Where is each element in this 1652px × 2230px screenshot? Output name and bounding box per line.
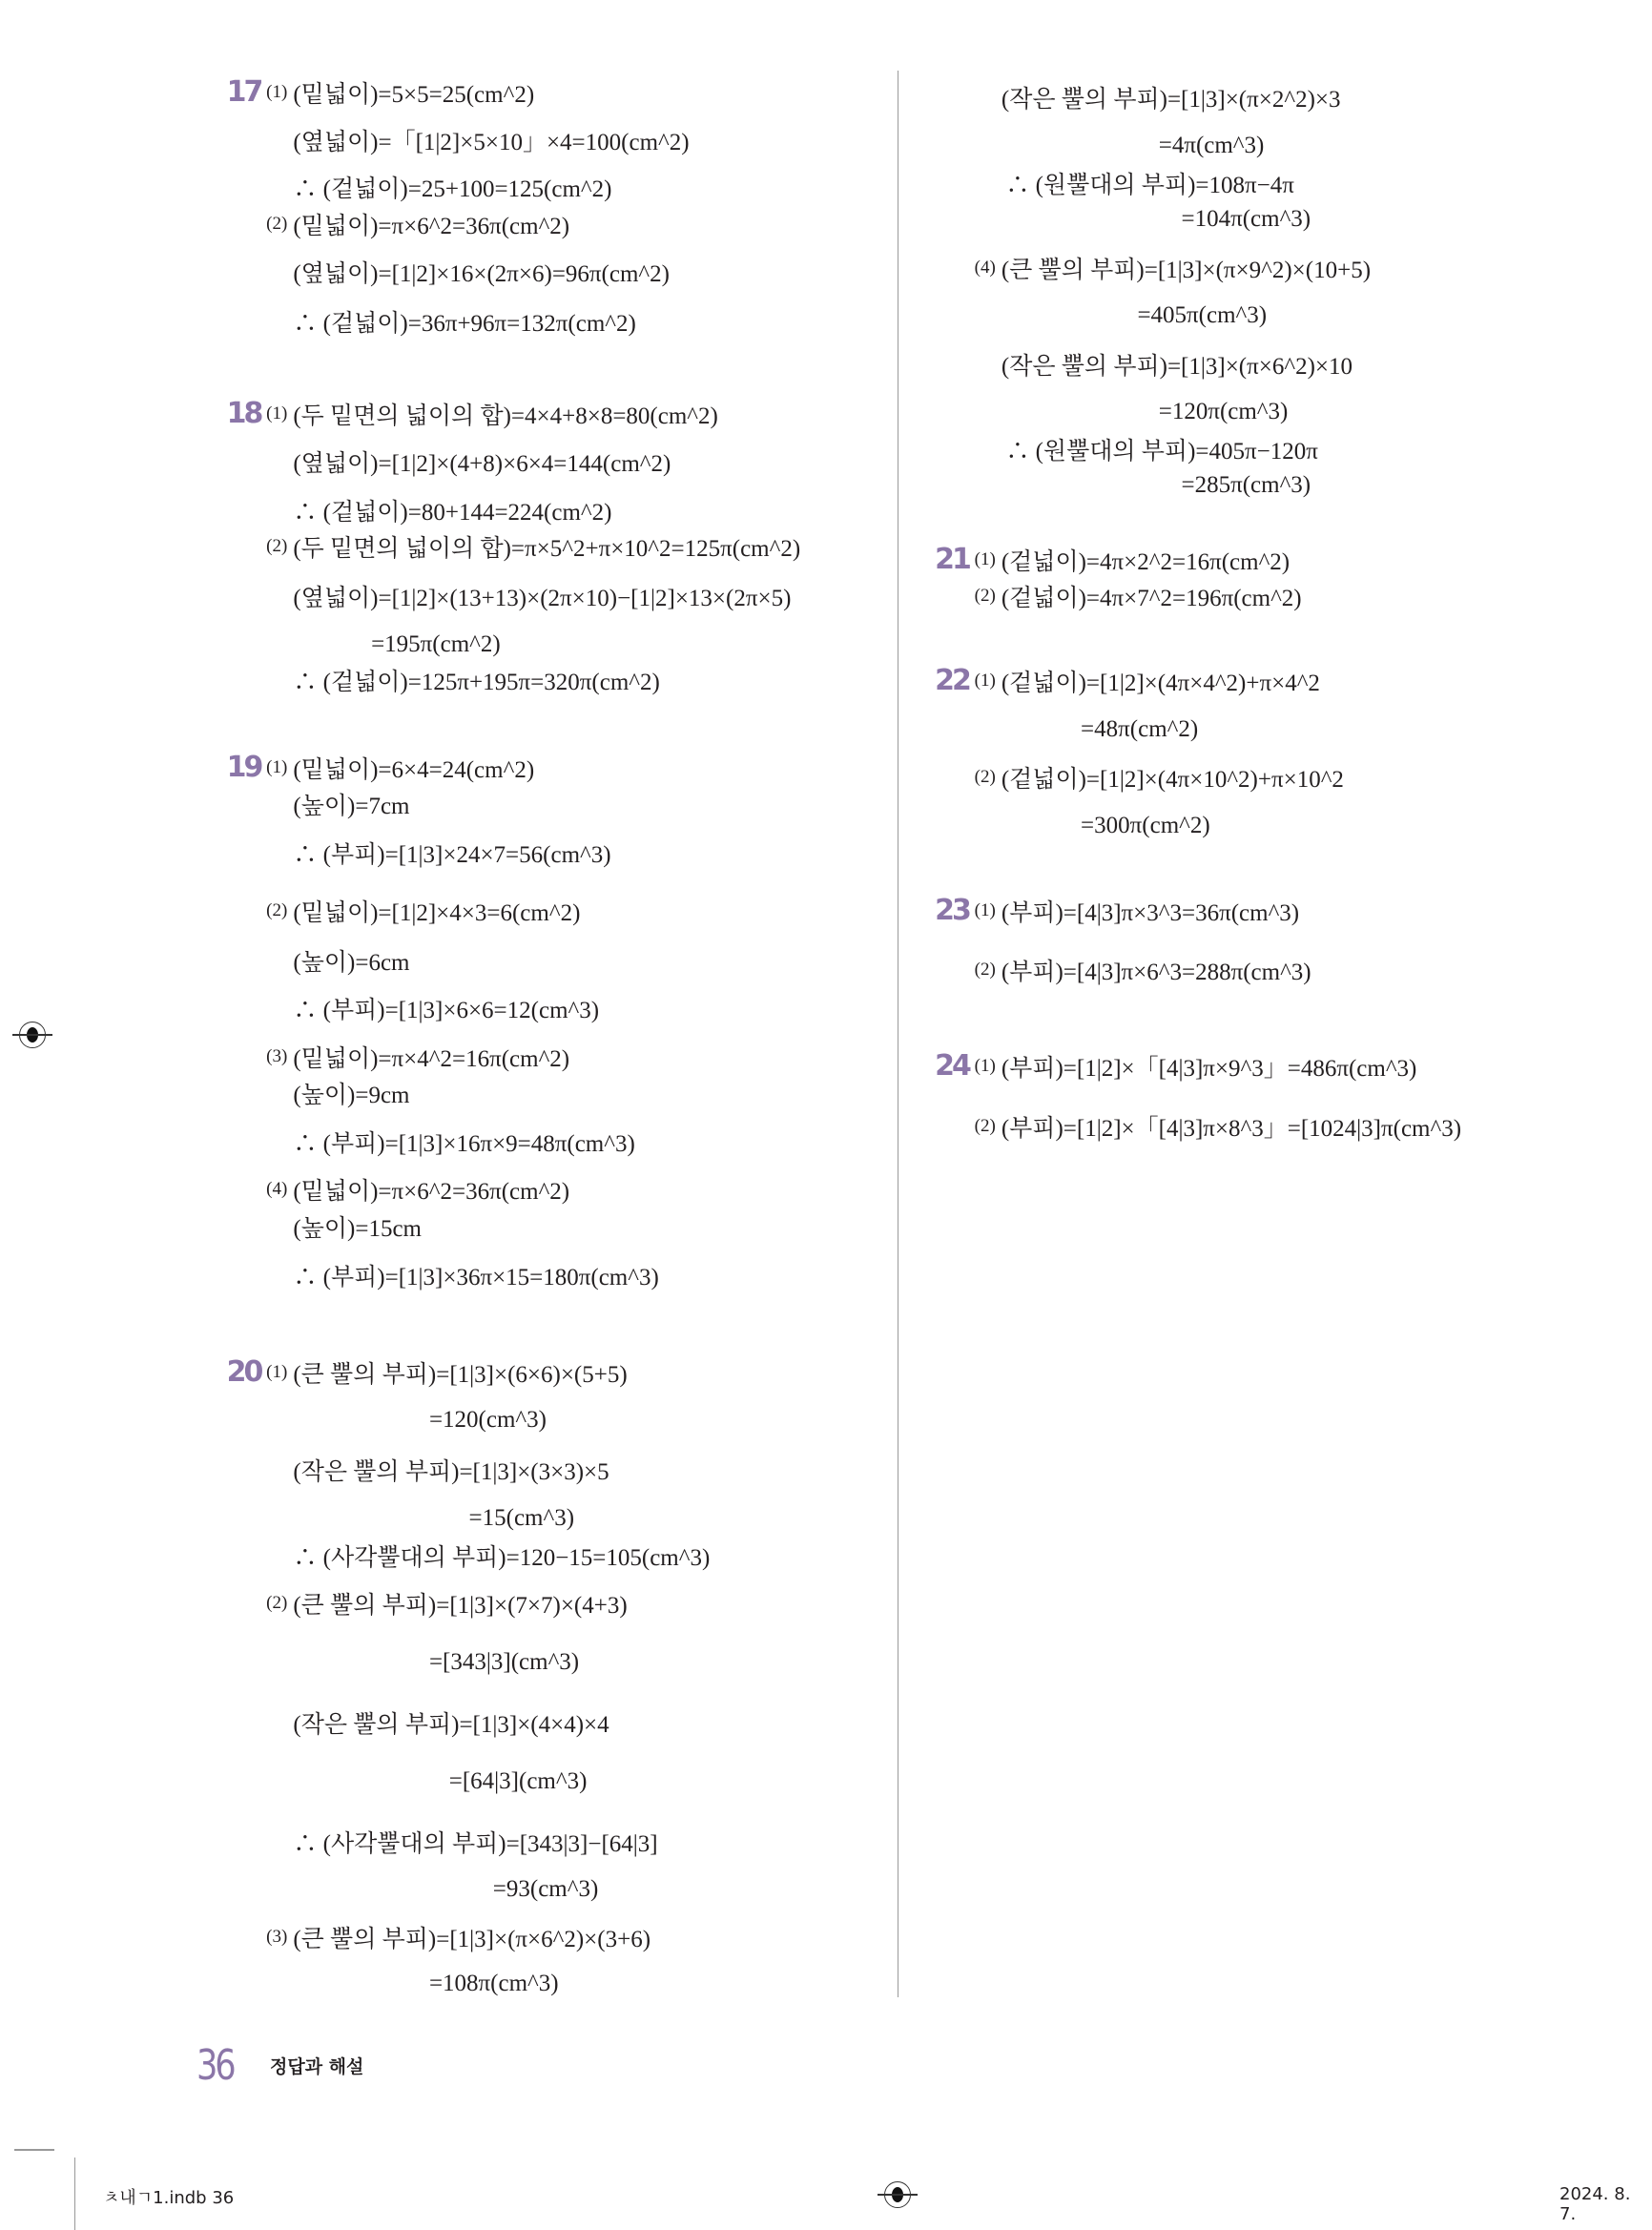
solution-line bbox=[266, 205, 569, 243]
problem-number: 24 bbox=[935, 1049, 969, 1084]
solution-line bbox=[266, 1584, 628, 1622]
equation: (부피)=[4|3]π×6^3=288π(cm^3) bbox=[1001, 960, 1311, 986]
equation: (부피)=[4|3]π×3^3=36π(cm^3) bbox=[1001, 899, 1300, 926]
subproblem-label: (2) bbox=[974, 1115, 996, 1136]
subproblem-label: (1) bbox=[266, 756, 288, 777]
solution-line bbox=[975, 758, 1344, 796]
equation: (옆넓이)=[1|2]×(4+8)×6×4=144(cm^2) bbox=[293, 451, 671, 478]
solution-line bbox=[493, 1870, 599, 1909]
subproblem-label: (1) bbox=[266, 81, 288, 102]
solution-line bbox=[266, 1170, 569, 1208]
solution-line bbox=[266, 395, 718, 433]
equation: ∴ (겉넓이)=80+144=224(cm^2) bbox=[293, 499, 612, 526]
solution-line bbox=[293, 1074, 409, 1112]
equation: (부피)=[1|2]×「[4|3]π×9^3」=486π(cm^3) bbox=[1001, 1056, 1417, 1083]
equation: (작은 뿔의 부피)=[1|3]×(4×4)×4 bbox=[293, 1711, 609, 1738]
solution-line bbox=[293, 1823, 657, 1861]
equation: (큰 뿔의 부피)=[1|3]×(6×6)×(5+5) bbox=[293, 1361, 628, 1388]
registration-mark-icon bbox=[884, 2181, 911, 2208]
solution-line bbox=[293, 834, 610, 872]
subproblem-label: (2) bbox=[266, 536, 288, 557]
equation: (두 밑면의 넓이의 합)=π×5^2+π×10^2=125π(cm^2) bbox=[293, 536, 801, 563]
equation: (겉넓이)=[1|2]×(4π×4^2)+π×4^2 bbox=[1001, 671, 1320, 697]
solution-line bbox=[266, 73, 534, 112]
solution-line bbox=[1002, 345, 1353, 383]
equation: (두 밑면의 넓이의 합)=4×4+8×8=80(cm^2) bbox=[293, 403, 718, 429]
solution-line bbox=[266, 892, 580, 930]
equation: (밑넓이)=6×4=24(cm^2) bbox=[293, 756, 535, 783]
equation: (부피)=[1|2]×「[4|3]π×8^3」=[1024|3]π(cm^3) bbox=[1001, 1115, 1462, 1142]
solution-line bbox=[1181, 466, 1311, 505]
crop-mark bbox=[14, 2149, 54, 2151]
subproblem-label: (1) bbox=[974, 899, 996, 920]
equation: ∴ (부피)=[1|3]×36π×15=180π(cm^3) bbox=[293, 1264, 659, 1291]
slug-filename: ㅊ내ㄱ1.indb 36 bbox=[103, 2188, 235, 2208]
solution-line bbox=[293, 1537, 710, 1575]
subproblem-label: (1) bbox=[974, 1056, 996, 1077]
solution-line bbox=[1005, 164, 1294, 202]
equation: (밑넓이)=π×4^2=16π(cm^2) bbox=[293, 1045, 570, 1072]
subproblem-label: (1) bbox=[266, 403, 288, 423]
equation: =405π(cm^3) bbox=[1137, 302, 1268, 329]
equation: ∴ (부피)=[1|3]×24×7=56(cm^3) bbox=[293, 841, 611, 868]
solution-line bbox=[293, 443, 671, 481]
solution-line bbox=[429, 1401, 547, 1439]
equation: ∴ (부피)=[1|3]×6×6=12(cm^3) bbox=[293, 998, 600, 1024]
solution-line bbox=[975, 662, 1320, 700]
subproblem-label: (2) bbox=[266, 899, 288, 920]
solution-line bbox=[975, 541, 1290, 579]
equation: =[343|3](cm^3) bbox=[428, 1649, 580, 1676]
solution-line bbox=[449, 1763, 588, 1801]
equation: ∴ (겉넓이)=125π+195π=320π(cm^2) bbox=[293, 669, 660, 695]
equation: (높이)=9cm bbox=[293, 1083, 410, 1109]
solution-line bbox=[371, 626, 501, 664]
solution-line bbox=[975, 1047, 1417, 1085]
equation: ∴ (겉넓이)=36π+96π=132π(cm^2) bbox=[293, 311, 636, 338]
solution-line bbox=[293, 1123, 634, 1161]
solution-line bbox=[293, 941, 409, 980]
equation: (옆넓이)=[1|2]×16×(2π×6)=96π(cm^2) bbox=[293, 261, 670, 288]
subproblem-label: (1) bbox=[266, 1361, 288, 1382]
problem-number: 19 bbox=[226, 750, 261, 784]
problem-number: 20 bbox=[226, 1354, 261, 1389]
solution-line bbox=[975, 577, 1302, 615]
subproblem-label: (2) bbox=[974, 960, 996, 981]
solution-line bbox=[293, 989, 599, 1027]
equation: =108π(cm^3) bbox=[428, 1971, 559, 1997]
problem-number: 21 bbox=[935, 542, 969, 576]
equation: (겉넓이)=[1|2]×(4π×10^2)+π×10^2 bbox=[1001, 767, 1344, 794]
subproblem-label: (2) bbox=[266, 1593, 288, 1614]
solution-line bbox=[293, 1451, 609, 1489]
problem-number: 23 bbox=[935, 893, 969, 927]
solution-line bbox=[1002, 78, 1341, 116]
equation: (높이)=6cm bbox=[293, 949, 410, 976]
solution-line bbox=[975, 1107, 1461, 1146]
page-number: 36 bbox=[196, 2041, 234, 2090]
solution-line bbox=[293, 168, 611, 206]
solution-line bbox=[1181, 200, 1311, 238]
solution-line bbox=[293, 253, 670, 291]
solution-line bbox=[1137, 297, 1267, 335]
equation: =4π(cm^3) bbox=[1158, 132, 1265, 158]
solution-line bbox=[293, 491, 611, 529]
solution-line bbox=[1159, 393, 1289, 431]
solution-line bbox=[293, 1256, 658, 1294]
equation: =15(cm^3) bbox=[468, 1504, 575, 1531]
solution-line bbox=[975, 951, 1311, 989]
equation: =195π(cm^2) bbox=[371, 630, 501, 657]
solution-line bbox=[1081, 807, 1210, 845]
solution-line bbox=[1159, 127, 1265, 165]
section-title: 정답과 해설 bbox=[270, 2056, 364, 2077]
solution-line bbox=[429, 1643, 579, 1682]
equation: ∴ (사각뿔대의 부피)=120−15=105(cm^3) bbox=[293, 1544, 711, 1571]
registration-mark-icon bbox=[19, 1022, 46, 1048]
subproblem-label: (2) bbox=[266, 213, 288, 234]
equation: =[64|3](cm^3) bbox=[448, 1768, 588, 1795]
solution-line bbox=[293, 302, 635, 341]
equation: =285π(cm^3) bbox=[1181, 472, 1311, 499]
solution-line bbox=[975, 892, 1299, 930]
slug-date: 2024. 8. 7. bbox=[1559, 2184, 1631, 2224]
solution-line bbox=[293, 577, 791, 615]
equation: (작은 뿔의 부피)=[1|3]×(3×3)×5 bbox=[293, 1459, 609, 1486]
equation: ∴ (원뿔대의 부피)=108π−4π bbox=[1005, 172, 1294, 198]
equation: (높이)=15cm bbox=[293, 1216, 422, 1242]
subproblem-label: (1) bbox=[974, 671, 996, 692]
subproblem-label: (4) bbox=[974, 257, 996, 278]
solution-line bbox=[1005, 430, 1318, 468]
solution-line bbox=[266, 1918, 650, 1956]
equation: =120(cm^3) bbox=[428, 1407, 547, 1434]
equation: (밑넓이)=π×6^2=36π(cm^2) bbox=[293, 1179, 570, 1206]
equation: ∴ (원뿔대의 부피)=405π−120π bbox=[1005, 438, 1318, 465]
equation: (큰 뿔의 부피)=[1|3]×(7×7)×(4+3) bbox=[293, 1593, 628, 1620]
solution-line bbox=[1081, 711, 1198, 749]
problem-number: 22 bbox=[935, 664, 969, 698]
equation: =300π(cm^2) bbox=[1081, 812, 1210, 838]
equation: =120π(cm^3) bbox=[1158, 399, 1289, 425]
subproblem-label: (3) bbox=[266, 1927, 288, 1948]
equation: (높이)=7cm bbox=[293, 794, 410, 820]
equation: (밑넓이)=π×6^2=36π(cm^2) bbox=[293, 213, 570, 239]
solution-line bbox=[266, 527, 800, 566]
equation: (겉넓이)=4π×7^2=196π(cm^2) bbox=[1001, 586, 1302, 612]
subproblem-label: (1) bbox=[974, 548, 996, 569]
problem-number: 17 bbox=[226, 74, 261, 109]
equation: (겉넓이)=4π×2^2=16π(cm^2) bbox=[1001, 548, 1291, 575]
equation: (큰 뿔의 부피)=[1|3]×(π×6^2)×(3+6) bbox=[293, 1927, 651, 1953]
equation: ∴ (사각뿔대의 부피)=[343|3]−[64|3] bbox=[293, 1830, 658, 1857]
subproblem-label: (3) bbox=[266, 1045, 288, 1066]
equation: (큰 뿔의 부피)=[1|3]×(π×9^2)×(10+5) bbox=[1001, 257, 1372, 283]
equation: (작은 뿔의 부피)=[1|3]×(π×6^2)×10 bbox=[1001, 353, 1353, 380]
solution-line bbox=[293, 785, 409, 823]
equation: (옆넓이)=[1|2]×(13+13)×(2π×10)−[1|2]×13×(2π×5) bbox=[293, 586, 792, 612]
equation: ∴ (겉넓이)=25+100=125(cm^2) bbox=[293, 176, 612, 203]
solution-line bbox=[266, 749, 534, 787]
solution-line bbox=[469, 1499, 575, 1538]
solution-line bbox=[975, 249, 1371, 287]
crop-mark bbox=[74, 2158, 75, 2230]
subproblem-label: (2) bbox=[974, 767, 996, 788]
equation: (밑넓이)=[1|2]×4×3=6(cm^2) bbox=[293, 899, 581, 926]
equation: (밑넓이)=5×5=25(cm^2) bbox=[293, 81, 535, 108]
solution-line bbox=[266, 1353, 628, 1392]
solution-line bbox=[266, 1038, 569, 1076]
equation: =48π(cm^2) bbox=[1081, 715, 1199, 742]
solution-line bbox=[429, 1965, 559, 2003]
problem-number: 18 bbox=[226, 396, 261, 430]
subproblem-label: (2) bbox=[974, 586, 996, 607]
solution-line bbox=[293, 1703, 609, 1742]
solution-line bbox=[293, 661, 659, 699]
equation: (작은 뿔의 부피)=[1|3]×(π×2^2)×3 bbox=[1001, 87, 1341, 114]
equation: (옆넓이)=「[1|2]×5×10」×4=100(cm^2) bbox=[293, 130, 690, 155]
equation: =93(cm^3) bbox=[492, 1875, 599, 1902]
equation: =104π(cm^3) bbox=[1181, 206, 1311, 233]
subproblem-label: (4) bbox=[266, 1179, 288, 1200]
solution-line bbox=[293, 1208, 422, 1246]
equation: ∴ (부피)=[1|3]×16π×9=48π(cm^3) bbox=[293, 1130, 635, 1157]
solution-line bbox=[293, 121, 689, 159]
